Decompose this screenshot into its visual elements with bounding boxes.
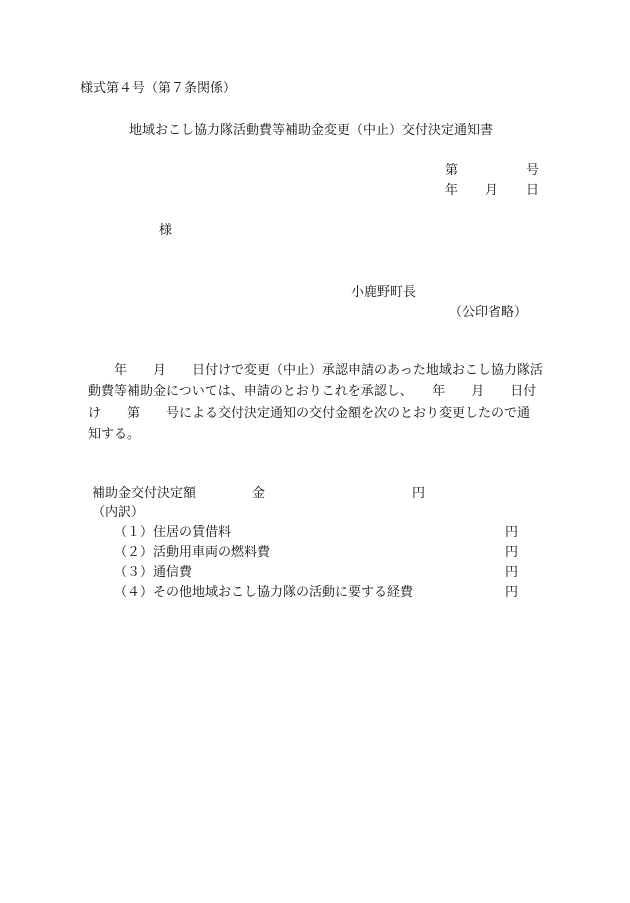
body-line-2: 動費等補助金については、申請のとおりこれを承認し、 年 月 日付 [88,384,537,399]
breakdown-item-label: （１）住居の賃借料 [114,525,232,540]
doc-date-year: 年 [445,183,459,198]
breakdown-item-unit: 円 [505,585,519,600]
seal-note: （公印省略） [449,305,528,320]
breakdown-item-label: （４）その他地域おこし協力隊の活動に要する経費 [114,585,414,600]
issuer-name: 小鹿野町長 [351,285,417,300]
amount-label: 補助金交付決定額 [92,486,197,501]
breakdown-item-label: （２）活動用車両の燃料費 [114,545,271,560]
body-line-1: 年 月 日付けで変更（中止）承認申請のあった地域おこし協力隊活 [88,363,543,378]
body-line-4: 知する。 [88,427,141,442]
amount-prefix: 金 [252,486,266,501]
form-label: 様式第４号（第７条関係） [80,81,237,96]
document-title: 地域おこし協力隊活動費等補助金変更（中止）交付決定通知書 [129,123,494,138]
amount-unit: 円 [412,486,426,501]
breakdown-item-label: （３）通信費 [114,565,193,580]
breakdown-item-unit: 円 [505,545,519,560]
doc-date-month: 月 [485,183,499,198]
doc-date-day: 日 [526,183,540,198]
addressee-honorific: 様 [159,223,173,238]
doc-number-suffix: 号 [526,163,540,178]
breakdown-item-unit: 円 [505,525,519,540]
doc-number-prefix: 第 [445,163,459,178]
body-line-3: け 第 号による交付決定通知の交付金額を次のとおり変更したので通 [88,406,531,421]
breakdown-heading: （内訳） [92,505,145,520]
breakdown-item-unit: 円 [505,565,519,580]
